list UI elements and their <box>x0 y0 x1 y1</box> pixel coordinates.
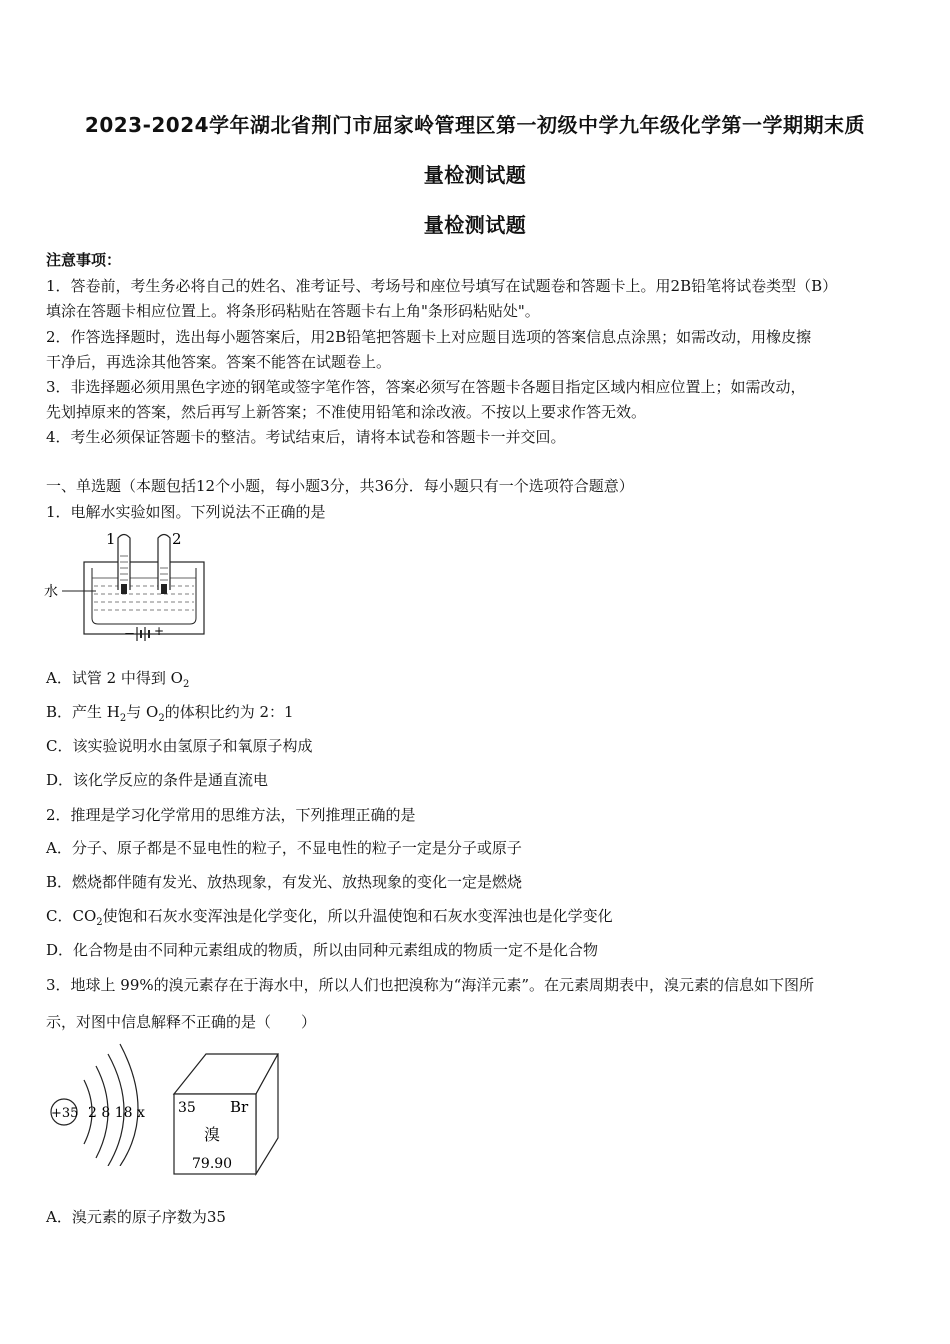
notice-line: 3．非选择题必须用黑色字迹的钢笔或签字笔作答，答案必须写在答题卡各题目指定区域内相应位置上；如需改动， <box>46 378 806 396</box>
subscript: 2 <box>158 713 165 724</box>
subscript: 2 <box>119 713 127 724</box>
atom-structure-svg <box>44 1040 156 1166</box>
notice-heading: 注意事项： <box>46 251 122 269</box>
option-text: C．CO <box>46 907 97 925</box>
question-2-option-c <box>46 906 908 933</box>
tube-1-label: 1 <box>106 530 116 548</box>
question-3-stem-line-1: 3．地球上 99%的溴元素存在于海水中，所以人们也把溴称为“海洋元素”。在元素周期表中，溴元素的信息如下图所 <box>46 976 814 994</box>
question-1-option-a <box>46 668 908 695</box>
option-text: 的体积比约为 2：1 <box>164 703 294 721</box>
bromine-atom-structure <box>44 1040 156 1166</box>
section-heading: 一、单选题（本题包括12个小题，每小题3分，共36分．每小题只有一个选项符合题意） <box>46 477 634 495</box>
option-text: A．试管 2 中得到 O <box>46 669 183 687</box>
notice-line: 4．考生必须保证答题卡的整洁。考试结束后，请将本试卷和答题卡一并交回。 <box>46 428 566 446</box>
shell-electron-counts: 2 8 18 x <box>88 1105 145 1121</box>
exam-title-line-2: 量检测试题 <box>423 163 527 187</box>
notice-line: 1．答卷前，考生务必将自己的姓名、准考证号、考场号和座位号填写在试题卷和答题卡上。用2B铅笔将试卷类型（B） <box>46 277 838 295</box>
electrolysis-diagram <box>44 528 214 646</box>
question-1-option-d: D．该化学反应的条件是通直流电 <box>46 771 269 789</box>
water-label: 水 <box>44 584 58 600</box>
question-3-stem-line-2: 示，对图中信息解释不正确的是（ ） <box>46 1013 317 1031</box>
option-text: 与 O <box>126 703 159 721</box>
question-1-option-b <box>46 702 908 729</box>
question-2-option-b: B．燃烧都伴随有发光、放热现象，有发光、放热现象的变化一定是燃烧 <box>46 873 523 891</box>
atomic-mass: 79.90 <box>192 1156 233 1172</box>
nucleus-charge: +35 <box>51 1106 79 1121</box>
question-2-option-a: A．分子、原子都是不显电性的粒子，不显电性的粒子一定是分子或原子 <box>46 839 522 857</box>
question-1-stem: 1．电解水实验如图。下列说法不正确的是 <box>46 503 326 521</box>
subscript: 2 <box>96 917 103 928</box>
element-name: 溴 <box>204 1125 221 1144</box>
question-1-option-c: C．该实验说明水由氢原子和氧原子构成 <box>46 737 313 755</box>
question-3-option-a: A．溴元素的原子序数为35 <box>46 1208 226 1226</box>
notice-line: 干净后，再选涂其他答案。答案不能答在试题卷上。 <box>46 353 392 371</box>
question-2-option-d: D．化合物是由不同种元素组成的物质，所以由同种元素组成的物质一定不是化合物 <box>46 941 599 959</box>
question-2-stem: 2．推理是学习化学常用的思维方法，下列推理正确的是 <box>46 806 416 824</box>
tube-2-label: 2 <box>172 530 182 548</box>
electrolysis-svg <box>44 528 214 646</box>
notice-line: 先划掉原来的答案，然后再写上新答案；不准使用铅笔和涂改液。不按以上要求作答无效。 <box>46 403 647 421</box>
atomic-number: 35 <box>178 1100 196 1116</box>
periodic-cell-svg <box>172 1050 284 1178</box>
notice-line: 2．作答选择题时，选出每小题答案后，用2B铅笔把答题卡上对应题目选项的答案信息点涂黑；如需改动，用橡皮擦 <box>46 328 812 346</box>
subscript: 2 <box>182 679 190 690</box>
element-symbol: Br <box>230 1098 249 1116</box>
notice-line: 填涂在答题卡相应位置上。将条形码粘贴在答题卡右上角"条形码粘贴处"。 <box>46 302 540 320</box>
option-text: B．产生 H <box>46 703 120 721</box>
battery-negative-label: － <box>124 627 135 640</box>
battery-positive-label: + <box>154 624 165 638</box>
exam-title-line-1: 2023-2024学年湖北省荆门市屈家岭管理区第一初级中学九年级化学第一学期期末质 <box>84 113 866 137</box>
exam-title-line-3: 量检测试题 <box>423 213 527 237</box>
option-text: 使饱和石灰水变浑浊是化学变化，所以升温使饱和石灰水变浑浊也是化学变化 <box>102 907 613 925</box>
periodic-table-cell-bromine <box>172 1050 284 1178</box>
